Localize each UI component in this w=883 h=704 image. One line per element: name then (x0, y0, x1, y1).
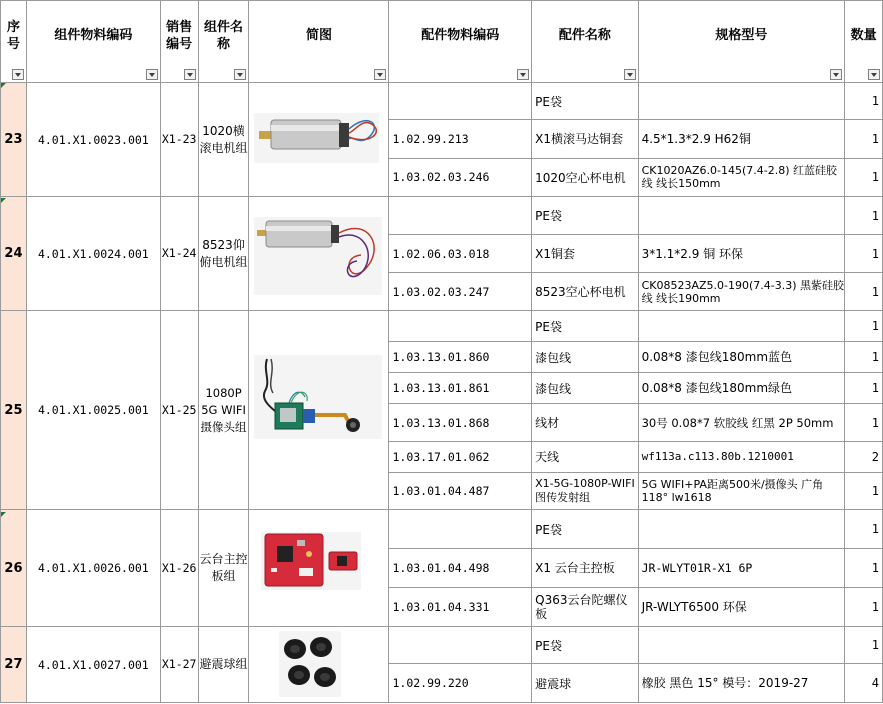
part-name-cell[interactable]: 线材 (532, 404, 638, 441)
spec-cell[interactable]: 3*1.1*2.9 铜 环保 (638, 235, 845, 273)
filter-dropdown-icon[interactable] (868, 69, 880, 80)
spec-cell[interactable]: CK1020AZ6.0-145(7.4-2.8) 红蓝硅胶线 线长150mm (638, 158, 845, 196)
component-name-cell[interactable]: 1020横滚电机组 (198, 83, 249, 197)
seq-cell[interactable]: 23 (1, 83, 27, 197)
part-code-cell[interactable]: 1.02.06.03.018 (389, 235, 532, 273)
filter-dropdown-icon[interactable] (624, 69, 636, 80)
seq-cell[interactable]: 26 (1, 510, 27, 627)
header-component-name: 组件名称 (198, 1, 249, 83)
qty-cell[interactable]: 1 (845, 373, 883, 404)
spec-cell[interactable] (638, 311, 845, 342)
part-name-cell[interactable]: 1020空心杯电机 (532, 158, 638, 196)
component-name-cell[interactable]: 8523仰俯电机组 (198, 197, 249, 311)
part-code-cell[interactable]: 1.02.99.220 (389, 664, 532, 703)
part-code-cell[interactable] (389, 510, 532, 549)
filter-dropdown-icon[interactable] (12, 69, 24, 80)
header-row (1, 1, 883, 83)
image-cell[interactable] (249, 311, 389, 510)
part-code-cell[interactable]: 1.03.02.03.247 (389, 273, 532, 311)
cell-note-marker (1, 512, 6, 517)
sales-no-cell[interactable]: X1-25 (160, 311, 198, 510)
spec-cell[interactable] (638, 197, 845, 235)
part-name-cell[interactable]: PE袋 (532, 627, 638, 664)
table-row[interactable] (1, 83, 883, 120)
filter-dropdown-icon[interactable] (234, 69, 246, 80)
header-part-code: 配件物料编码 (389, 1, 532, 83)
qty-cell[interactable]: 1 (845, 83, 883, 120)
part-code-cell[interactable] (389, 197, 532, 235)
header-sales-no: 销售编号 (160, 1, 198, 83)
part-name-cell[interactable]: PE袋 (532, 197, 638, 235)
part-code-cell[interactable]: 1.02.99.213 (389, 120, 532, 158)
sales-no-cell[interactable]: X1-27 (160, 627, 198, 703)
part-name-cell[interactable]: Q363云台陀螺仪板 (532, 587, 638, 626)
qty-cell[interactable]: 1 (845, 404, 883, 441)
part-name-cell[interactable]: PE袋 (532, 83, 638, 120)
part-name-cell[interactable]: PE袋 (532, 311, 638, 342)
part-code-cell[interactable]: 1.03.13.01.860 (389, 342, 532, 373)
part-name-cell[interactable]: 漆包线 (532, 342, 638, 373)
part-code-cell[interactable]: 1.03.13.01.868 (389, 404, 532, 441)
spec-cell[interactable]: 橡胶 黑色 15° 模号：2019-27 (638, 664, 845, 703)
part-code-cell[interactable]: 1.03.01.04.331 (389, 587, 532, 626)
qty-cell[interactable]: 1 (845, 197, 883, 235)
filter-dropdown-icon[interactable] (184, 69, 196, 80)
table-row[interactable] (1, 627, 883, 664)
seq-cell[interactable]: 24 (1, 197, 27, 311)
qty-cell[interactable]: 1 (845, 510, 883, 549)
qty-cell[interactable]: 1 (845, 158, 883, 196)
sales-no-cell[interactable]: X1-24 (160, 197, 198, 311)
qty-cell[interactable]: 2 (845, 441, 883, 472)
cell-note-marker (1, 198, 6, 203)
qty-cell[interactable]: 1 (845, 549, 883, 587)
spec-cell[interactable]: 0.08*8 漆包线180mm蓝色 (638, 342, 845, 373)
coreless-motor-photo (249, 197, 388, 310)
part-code-cell[interactable]: 1.03.17.01.062 (389, 441, 532, 472)
part-code-cell[interactable]: 1.03.01.04.487 (389, 472, 532, 509)
part-name-cell[interactable]: 天线 (532, 441, 638, 472)
spec-cell[interactable]: JR-WLYT6500 环保 (638, 587, 845, 626)
component-name-cell[interactable]: 云台主控板组 (198, 510, 249, 627)
part-code-cell[interactable]: 1.03.13.01.861 (389, 373, 532, 404)
header-seq: 序号 (1, 1, 27, 83)
image-cell[interactable] (249, 627, 389, 703)
header-component-code: 组件物料编码 (26, 1, 160, 83)
component-code-cell[interactable]: 4.01.X1.0024.001 (26, 197, 160, 311)
component-code-cell[interactable]: 4.01.X1.0026.001 (26, 510, 160, 627)
spec-cell[interactable] (638, 83, 845, 120)
spec-cell[interactable]: wf113a.c113.80b.1210001 (638, 441, 845, 472)
coreless-motor-photo (249, 83, 388, 196)
part-code-cell[interactable] (389, 627, 532, 664)
filter-dropdown-icon[interactable] (517, 69, 529, 80)
spec-cell[interactable] (638, 510, 845, 549)
header-part-name: 配件名称 (532, 1, 638, 83)
image-cell[interactable] (249, 510, 389, 627)
sales-no-cell[interactable]: X1-26 (160, 510, 198, 627)
filter-dropdown-icon[interactable] (374, 69, 386, 80)
spec-cell[interactable]: 0.08*8 漆包线180mm绿色 (638, 373, 845, 404)
table-row[interactable] (1, 197, 883, 235)
seq-cell[interactable]: 25 (1, 311, 27, 510)
component-code-cell[interactable]: 4.01.X1.0027.001 (26, 627, 160, 703)
qty-cell[interactable]: 1 (845, 120, 883, 158)
part-code-cell[interactable] (389, 83, 532, 120)
sales-no-cell[interactable]: X1-23 (160, 83, 198, 197)
part-code-cell[interactable]: 1.03.02.03.246 (389, 158, 532, 196)
header-qty: 数量 (845, 1, 883, 83)
qty-cell[interactable]: 1 (845, 342, 883, 373)
seq-cell[interactable]: 27 (1, 627, 27, 703)
damper-balls-photo (249, 627, 388, 702)
part-name-cell[interactable]: X1横滚马达铜套 (532, 120, 638, 158)
qty-cell[interactable]: 4 (845, 664, 883, 703)
table-row[interactable] (1, 311, 883, 342)
spec-cell[interactable]: 5G WIFI+PA距离500米/摄像头 广角118° lw1618 (638, 472, 845, 509)
part-name-cell[interactable]: X1 云台主控板 (532, 549, 638, 587)
header-image: 简图 (249, 1, 389, 83)
spec-cell[interactable]: 4.5*1.3*2.9 H62铜 (638, 120, 845, 158)
part-name-cell[interactable]: 8523空心杯电机 (532, 273, 638, 311)
qty-cell[interactable]: 1 (845, 235, 883, 273)
spec-cell[interactable]: 30号 0.08*7 软胶线 红黑 2P 50mm (638, 404, 845, 441)
component-code-cell[interactable]: 4.01.X1.0023.001 (26, 83, 160, 197)
qty-cell[interactable]: 1 (845, 627, 883, 664)
table-row[interactable] (1, 510, 883, 549)
part-name-cell[interactable]: PE袋 (532, 510, 638, 549)
part-code-cell[interactable]: 1.03.01.04.498 (389, 549, 532, 587)
image-cell[interactable] (249, 83, 389, 197)
spec-cell[interactable]: JR-WLYT01R-X1 6P (638, 549, 845, 587)
filter-dropdown-icon[interactable] (830, 69, 842, 80)
component-name-cell[interactable]: 1080P 5G WIFI摄像头组 (198, 311, 249, 510)
qty-cell[interactable]: 1 (845, 472, 883, 509)
cell-note-marker (1, 83, 6, 88)
part-name-cell[interactable]: 漆包线 (532, 373, 638, 404)
part-name-cell[interactable]: 避震球 (532, 664, 638, 703)
header-spec: 规格型号 (638, 1, 845, 83)
camera-module-photo (249, 311, 388, 509)
part-name-cell[interactable]: X1铜套 (532, 235, 638, 273)
qty-cell[interactable]: 1 (845, 273, 883, 311)
pcb-board-photo (249, 510, 388, 626)
qty-cell[interactable]: 1 (845, 311, 883, 342)
component-code-cell[interactable]: 4.01.X1.0025.001 (26, 311, 160, 510)
spec-cell[interactable]: CK08523AZ5.0-190(7.4-3.3) 黑紫硅胶线 线长190mm (638, 273, 845, 311)
spec-cell[interactable] (638, 627, 845, 664)
part-name-cell[interactable]: X1-5G-1080P-WIFI图传发射组 (532, 472, 638, 509)
image-cell[interactable] (249, 197, 389, 311)
component-name-cell[interactable]: 避震球组 (198, 627, 249, 703)
part-code-cell[interactable] (389, 311, 532, 342)
qty-cell[interactable]: 1 (845, 587, 883, 626)
filter-dropdown-icon[interactable] (146, 69, 158, 80)
